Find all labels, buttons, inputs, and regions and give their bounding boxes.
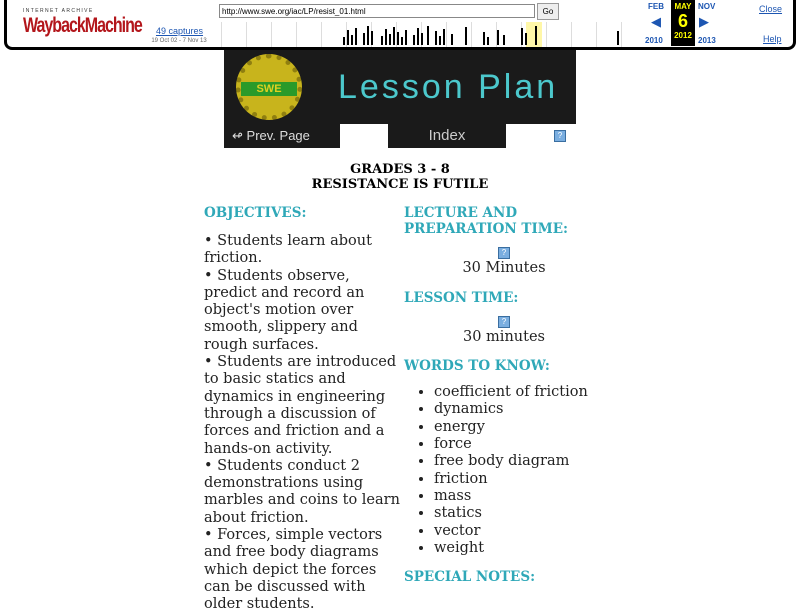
- prev-page-button[interactable]: [224, 124, 340, 148]
- words-list: [404, 384, 604, 557]
- objectives-list: [204, 233, 400, 614]
- page-title: RESISTANCE IS FUTILE: [311, 177, 489, 192]
- lecture-heading: LECTURE AND PREPARATION TIME:: [404, 205, 568, 237]
- capture-bar[interactable]: [487, 37, 489, 45]
- word-item: • statics: [434, 505, 604, 522]
- word-item: • vector: [434, 523, 604, 540]
- objectives-column: [204, 205, 400, 614]
- grades-label: GRADES 3 - 8: [350, 162, 450, 177]
- prev-year[interactable]: 2010: [645, 36, 663, 45]
- next-arrow-icon[interactable]: ▶: [699, 14, 709, 29]
- capture-bar[interactable]: [393, 27, 395, 45]
- url-input[interactable]: [219, 4, 535, 18]
- cur-month: MAY: [674, 2, 692, 11]
- banner-title: Lesson Plan: [338, 68, 559, 106]
- capture-bar[interactable]: [439, 36, 441, 45]
- words-heading: WORDS TO KNOW:: [404, 358, 550, 375]
- objective-item: • Students observe, predict and record an object's motion over smooth, slippery and rough surfaces.: [204, 267, 365, 353]
- info-column: [404, 205, 604, 585]
- capture-bar[interactable]: [525, 33, 527, 45]
- help-link[interactable]: Help: [763, 34, 782, 44]
- capture-bar[interactable]: [371, 31, 373, 45]
- capture-bar[interactable]: [367, 26, 369, 45]
- word-item: • mass: [434, 488, 604, 505]
- help-icon[interactable]: ?: [498, 247, 510, 259]
- wayback-logo[interactable]: WaybackMachine: [23, 15, 142, 38]
- capture-timeline[interactable]: [221, 22, 639, 47]
- lesson-time: 30 minutes: [463, 328, 545, 345]
- timeline-year-divider: [246, 22, 247, 47]
- timeline-year-divider: [571, 22, 572, 47]
- index-button[interactable]: Index: [388, 124, 506, 148]
- timeline-year-divider: [546, 22, 547, 47]
- help-icon[interactable]: ?: [554, 130, 566, 142]
- word-item: • dynamics: [434, 401, 604, 418]
- captures-link[interactable]: 49 captures: [155, 26, 204, 36]
- capture-bar[interactable]: [389, 34, 391, 45]
- timeline-year-divider: [271, 22, 272, 47]
- word-item: • force: [434, 436, 604, 453]
- capture-bar[interactable]: [405, 30, 407, 45]
- capture-bar[interactable]: [451, 34, 453, 45]
- special-notes-heading: SPECIAL NOTES:: [404, 569, 536, 586]
- next-month-link[interactable]: NOV: [698, 2, 716, 11]
- capture-bar[interactable]: [443, 29, 445, 45]
- prev-arrow-icon[interactable]: ◀: [651, 14, 661, 29]
- timeline-year-divider: [471, 22, 472, 47]
- timeline-year-divider: [296, 22, 297, 47]
- objective-item: • Students learn about friction.: [204, 233, 372, 267]
- word-item: • energy: [434, 419, 604, 436]
- lecture-time: 30 Minutes: [462, 260, 546, 277]
- capture-bar[interactable]: [521, 28, 523, 45]
- capture-bar[interactable]: [503, 35, 505, 45]
- go-button[interactable]: Go: [537, 3, 559, 20]
- capture-bar[interactable]: [397, 32, 399, 45]
- lesson-plan-banner: [224, 50, 576, 148]
- next-year[interactable]: 2013: [698, 36, 716, 45]
- close-link[interactable]: Close: [759, 4, 783, 14]
- current-capture: [671, 0, 695, 46]
- capture-bar[interactable]: [381, 36, 383, 45]
- cur-year: 2012: [674, 31, 692, 40]
- help-icon[interactable]: ?: [498, 316, 510, 328]
- capture-bar[interactable]: [465, 27, 467, 45]
- capture-bar[interactable]: [421, 33, 423, 45]
- word-item: • friction: [434, 471, 604, 488]
- swe-gear-logo: [236, 54, 302, 120]
- capture-range: 19 Oct 02 - 7 Nov 13: [151, 38, 207, 44]
- timeline-year-divider: [621, 22, 622, 47]
- timeline-year-divider: [221, 22, 222, 47]
- capture-bar[interactable]: [347, 30, 349, 45]
- word-item: • weight: [434, 540, 604, 557]
- capture-bar[interactable]: [343, 37, 345, 45]
- wayback-toolbar: [4, 0, 796, 50]
- word-item: • free body diagram: [434, 453, 604, 470]
- capture-bar[interactable]: [497, 30, 499, 45]
- capture-bar[interactable]: [483, 32, 485, 45]
- prev-page-label: Prev. Page: [246, 128, 310, 143]
- capture-bar[interactable]: [363, 33, 365, 45]
- capture-bar[interactable]: [351, 35, 353, 45]
- capture-bar[interactable]: [355, 28, 357, 45]
- lesson-time-heading: LESSON TIME:: [404, 289, 519, 306]
- word-item: • coefficient of friction: [434, 384, 604, 401]
- banner-header: [224, 50, 576, 124]
- objective-item: • Forces, simple vectors and free body diagrams which depict the forces can be discussed with older students.: [204, 527, 383, 613]
- capture-bar[interactable]: [417, 28, 419, 45]
- spiral-arrow-icon: ↫: [232, 128, 243, 143]
- swe-logo-text: SWE: [241, 82, 297, 96]
- timeline-year-divider: [596, 22, 597, 47]
- internet-archive-label: INTERNET ARCHIVE: [23, 8, 94, 14]
- capture-bar[interactable]: [413, 35, 415, 45]
- capture-bar[interactable]: [401, 37, 403, 45]
- timeline-year-divider: [446, 22, 447, 47]
- objective-item: • Students conduct 2 demonstrations using marbles and coins to learn about friction.: [204, 457, 400, 526]
- capture-bar[interactable]: [427, 26, 429, 45]
- capture-bar[interactable]: [617, 31, 619, 45]
- capture-bar[interactable]: [535, 26, 537, 45]
- capture-bar[interactable]: [385, 29, 387, 45]
- timeline-year-divider: [321, 22, 322, 47]
- prev-month-link[interactable]: FEB: [648, 2, 664, 11]
- cur-day: 6: [677, 11, 688, 31]
- objective-item: • Students are introduced to basic statics and dynamics in engineering through a discussion of forces and friction and a hands-on activity.: [204, 354, 397, 457]
- capture-bar[interactable]: [435, 31, 437, 45]
- objectives-heading: OBJECTIVES:: [204, 205, 307, 221]
